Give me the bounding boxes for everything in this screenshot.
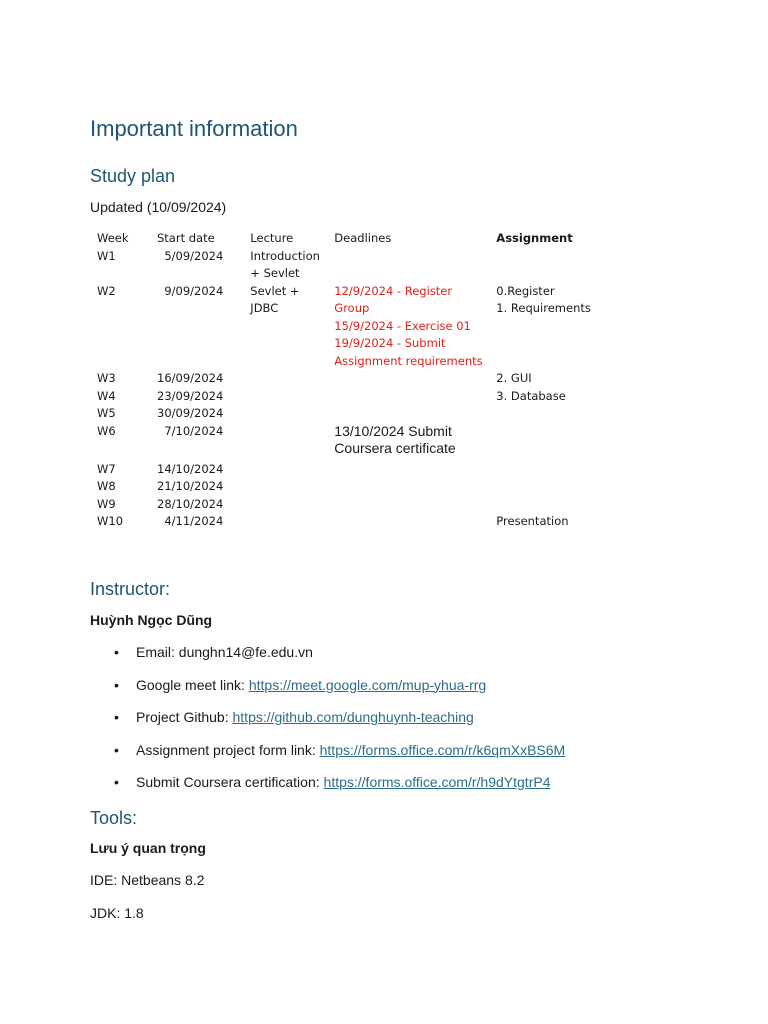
list-item <box>114 707 565 740</box>
tools-important-note: Lưu ý quan trọng <box>90 840 206 856</box>
lecture-cell <box>245 388 329 406</box>
start-date-cell: 4/11/2024 <box>164 514 224 528</box>
table-row <box>92 405 611 423</box>
start-date-cell: 9/09/2024 <box>164 283 224 298</box>
instructor-contact-list <box>90 642 565 805</box>
item-label: Submit Coursera certification: <box>136 774 324 790</box>
lecture-cell <box>245 283 329 371</box>
assignment-line: 1. Requirements <box>496 301 591 315</box>
table-row <box>92 283 611 371</box>
item-link[interactable]: https://meet.google.com/mup-yhua-rrg <box>248 676 487 693</box>
tools-ide: IDE: Netbeans 8.2 <box>90 872 205 888</box>
assignment-cell <box>491 513 611 531</box>
week-cell: W2 <box>97 283 116 298</box>
lecture-line: Introduction <box>250 248 320 263</box>
item-link[interactable]: https://forms.office.com/r/h9dYtgtrP4 <box>323 774 551 790</box>
bullet-icon: • <box>114 709 119 725</box>
start-date-cell: 5/09/2024 <box>164 248 224 263</box>
assignment-cell <box>491 370 611 388</box>
bullet-icon: • <box>114 741 119 758</box>
assignment-cell <box>491 461 611 479</box>
start-date-cell: 16/09/2024 <box>157 371 224 385</box>
item-link[interactable]: https://forms.office.com/r/k6qmXxBS6M <box>319 741 566 758</box>
list-item <box>114 772 565 805</box>
table-row <box>92 388 611 406</box>
assignment-cell <box>491 388 611 406</box>
deadlines-cell <box>329 248 491 283</box>
table-row <box>92 461 611 479</box>
deadline-line: Assignment requirements <box>334 353 483 368</box>
assignment-line: 3. Database <box>496 388 566 403</box>
table-row <box>92 478 611 496</box>
lecture-line: JDBC <box>250 301 279 315</box>
list-item <box>114 675 565 708</box>
week-cell: W6 <box>97 423 116 438</box>
deadline-line: 12/9/2024 - Register <box>334 283 453 298</box>
start-date-cell: 14/10/2024 <box>157 461 224 476</box>
deadlines-cell <box>329 388 491 406</box>
study-plan-table <box>92 230 611 531</box>
deadlines-cell <box>329 423 491 461</box>
assignment-line: 2. GUI <box>496 371 532 385</box>
table-row <box>92 423 611 461</box>
table-header-row <box>92 230 611 248</box>
start-date-cell: 28/10/2024 <box>157 496 224 511</box>
lecture-cell <box>245 496 329 514</box>
list-item <box>114 642 565 675</box>
lecture-cell <box>245 405 329 423</box>
header-start-date: Start date <box>157 231 215 245</box>
week-cell: W4 <box>97 388 116 403</box>
item-link[interactable]: https://github.com/dunghuynh-teaching <box>232 709 474 725</box>
lecture-cell <box>245 513 329 531</box>
header-assignment: Assignment <box>496 231 573 245</box>
week-cell: W3 <box>97 371 116 385</box>
bullet-icon: • <box>114 644 119 660</box>
deadlines-cell <box>329 370 491 388</box>
deadlines-cell <box>329 496 491 514</box>
assignment-line: Presentation <box>496 514 569 528</box>
page-title: Important information <box>90 116 298 141</box>
deadline-line: Group <box>334 301 370 315</box>
start-date-cell: 30/09/2024 <box>157 406 224 420</box>
lecture-cell <box>245 478 329 496</box>
deadline-line: 19/9/2024 - Submit <box>334 336 446 350</box>
deadline-line: 13/10/2024 Submit <box>334 422 452 439</box>
lecture-cell <box>245 461 329 479</box>
week-cell: W10 <box>97 514 124 528</box>
table-row <box>92 513 611 531</box>
week-cell: W1 <box>97 248 116 263</box>
assignment-cell <box>491 496 611 514</box>
start-date-cell: 7/10/2024 <box>164 423 224 438</box>
deadline-line: 15/9/2024 - Exercise 01 <box>334 318 471 333</box>
week-cell: W8 <box>97 479 116 493</box>
lecture-line: Sevlet + <box>250 283 300 298</box>
item-label: Assignment project form link: <box>136 741 320 758</box>
header-lecture: Lecture <box>250 231 294 245</box>
assignment-cell <box>491 283 611 371</box>
tools-heading: Tools: <box>90 808 138 828</box>
deadlines-cell <box>329 461 491 479</box>
table-row <box>92 496 611 514</box>
week-cell: W5 <box>97 406 116 420</box>
deadlines-cell <box>329 283 491 371</box>
start-date-cell: 23/09/2024 <box>157 388 224 403</box>
table-row <box>92 370 611 388</box>
assignment-cell <box>491 423 611 461</box>
item-label: Google meet link: <box>136 676 249 693</box>
updated-date: Updated (10/09/2024) <box>90 199 227 215</box>
tools-jdk: JDK: 1.8 <box>90 905 144 921</box>
deadline-line: Coursera certificate <box>334 440 456 456</box>
week-cell: W7 <box>97 461 116 476</box>
bullet-icon: • <box>114 774 119 790</box>
instructor-name: Huỳnh Ngọc Dũng <box>90 612 213 628</box>
lecture-line: + Sevlet <box>250 266 300 280</box>
item-label: Email: dunghn14@fe.edu.vn <box>136 644 313 660</box>
assignment-cell <box>491 248 611 283</box>
bullet-icon: • <box>114 676 119 693</box>
table-row <box>92 248 611 283</box>
deadlines-cell <box>329 513 491 531</box>
study-plan-heading: Study plan <box>90 166 176 186</box>
deadlines-cell <box>329 478 491 496</box>
lecture-cell <box>245 248 329 283</box>
week-cell: W9 <box>97 496 116 511</box>
deadlines-cell <box>329 405 491 423</box>
lecture-cell <box>245 370 329 388</box>
instructor-heading: Instructor: <box>90 579 171 599</box>
assignment-line: 0.Register <box>496 283 555 298</box>
list-item <box>114 740 566 773</box>
assignment-cell <box>491 405 611 423</box>
assignment-cell <box>491 478 611 496</box>
item-label: Project Github: <box>136 709 233 725</box>
lecture-cell <box>245 423 329 461</box>
start-date-cell: 21/10/2024 <box>157 479 224 493</box>
header-week: Week <box>97 231 129 245</box>
header-deadlines: Deadlines <box>334 231 392 245</box>
